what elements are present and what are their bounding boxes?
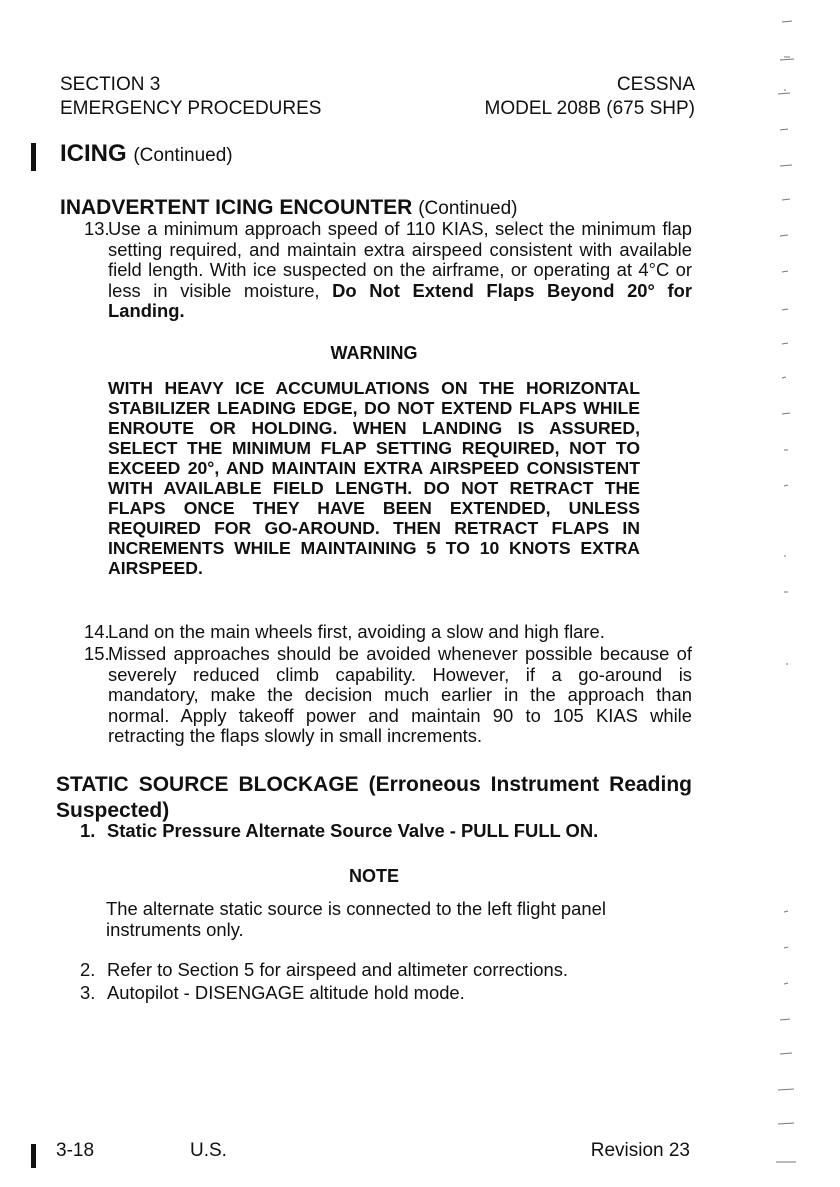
step-15: [84, 644, 692, 747]
scan-mark: [780, 1053, 792, 1054]
static-step-2: [80, 960, 692, 981]
step-number: 13.: [84, 218, 110, 239]
scan-mark: [780, 165, 792, 166]
step-number: 14.: [84, 621, 110, 642]
warning-heading: WARNING: [330, 343, 418, 363]
scan-mark: [782, 413, 790, 414]
change-bar-footer: [31, 1144, 36, 1168]
static-source-title: STATIC SOURCE BLOCKAGE (Erroneous Instrument Reading Suspected): [56, 773, 692, 822]
page-number: 3-18: [56, 1140, 95, 1161]
step-number: 15.: [84, 643, 110, 664]
step-text: Missed approaches should be avoided whenever possible because of severely reduced climb capability. However, if a go-around is mandatory, make the decision much earlier in the approach than normal. Apply takeoff power and maintain 90 to 105 KIAS while retracting the flaps slowly in small increments.: [108, 643, 692, 746]
scan-mark: [778, 1123, 794, 1124]
step-number: 1.: [80, 820, 96, 841]
scan-mark: [784, 911, 788, 912]
warning-text: WITH HEAVY ICE ACCUMULATIONS ON THE HORIZONTAL STABILIZER LEADING EDGE, DO NOT EXTEND FLAPS WHILE ENROUTE OR HOLDING. WHEN LANDING IS ASSURED, SELECT THE MINIMUM FLAP SETTING REQUIRED, NOT TO EXCEED 20°, AND MAINTAIN EXTRA AIRSPEED CONSISTENT WITH AVAILABLE FIELD LENGTH. DO NOT RETRACT THE FLAPS ONCE THEY HAVE BEEN EXTENDED, UNLESS REQUIRED FOR GO-AROUND. THEN RETRACT FLAPS IN INCREMENTS WHILE MAINTAINING 5 TO 10 KNOTS EXTRA AIRSPEED.: [108, 378, 640, 578]
scan-edge-marks: [770, 0, 810, 1187]
scan-mark: [782, 309, 788, 310]
note-heading: NOTE: [348, 866, 399, 886]
step-text: Land on the main wheels first, avoiding a slow and high flare.: [108, 621, 605, 642]
scan-mark: [784, 983, 788, 984]
scan-mark: [782, 271, 788, 272]
section-name: EMERGENCY PROCEDURES: [60, 98, 322, 119]
step-text: Autopilot - DISENGAGE altitude hold mode.: [107, 982, 465, 1003]
subsection-title-text: INADVERTENT ICING ENCOUNTER: [60, 196, 413, 219]
section-title: [60, 140, 233, 168]
step-number: 3.: [80, 982, 96, 1003]
subsection-continued: (Continued): [418, 198, 518, 219]
scan-mark: [780, 235, 788, 236]
scan-mark: [782, 377, 786, 378]
scan-mark: [778, 1089, 794, 1090]
scan-mark: [778, 90, 790, 94]
header-right: [400, 73, 695, 121]
section-continued: (Continued): [133, 145, 233, 166]
scan-mark: [780, 57, 794, 60]
step-text: Refer to Section 5 for airspeed and altimeter corrections.: [107, 959, 569, 980]
step-bold-text: Do Not Extend Flaps Beyond 20° for Landing.: [108, 279, 692, 321]
section-title-text: ICING: [60, 140, 127, 167]
step-13: [84, 219, 692, 322]
scan-mark: [782, 343, 788, 344]
scan-mark: [784, 947, 788, 948]
static-step-1: [80, 820, 692, 842]
step-text: Static Pressure Alternate Source Valve - PULL FULL ON.: [107, 820, 599, 841]
step-14: [84, 622, 692, 643]
static-step-3: [80, 983, 692, 1004]
region-label: U.S.: [190, 1140, 227, 1161]
header-left: [60, 73, 380, 121]
change-bar-title: [31, 143, 36, 171]
scan-mark: [780, 1019, 790, 1020]
scan-mark: [782, 21, 792, 22]
step-number: 2.: [80, 959, 96, 980]
section-number: SECTION 3: [60, 74, 161, 95]
manufacturer: CESSNA: [616, 74, 695, 95]
scan-mark: [782, 199, 790, 200]
scan-mark: [784, 485, 788, 486]
scan-mark: [780, 129, 788, 130]
note-text: The alternate static source is connected to the left flight panel instruments only.: [106, 898, 606, 940]
revision-label: Revision 23: [590, 1140, 690, 1161]
aircraft-model: MODEL 208B (675 SHP): [484, 98, 695, 119]
step-text: Use a minimum approach speed of 110 KIAS, select the minimum flap setting required, and maintain extra airspeed consistent with available field length. With ice suspected on the airframe, or operating at 4°C or less in visible moisture,: [108, 218, 692, 301]
subsection-title: [60, 196, 517, 220]
